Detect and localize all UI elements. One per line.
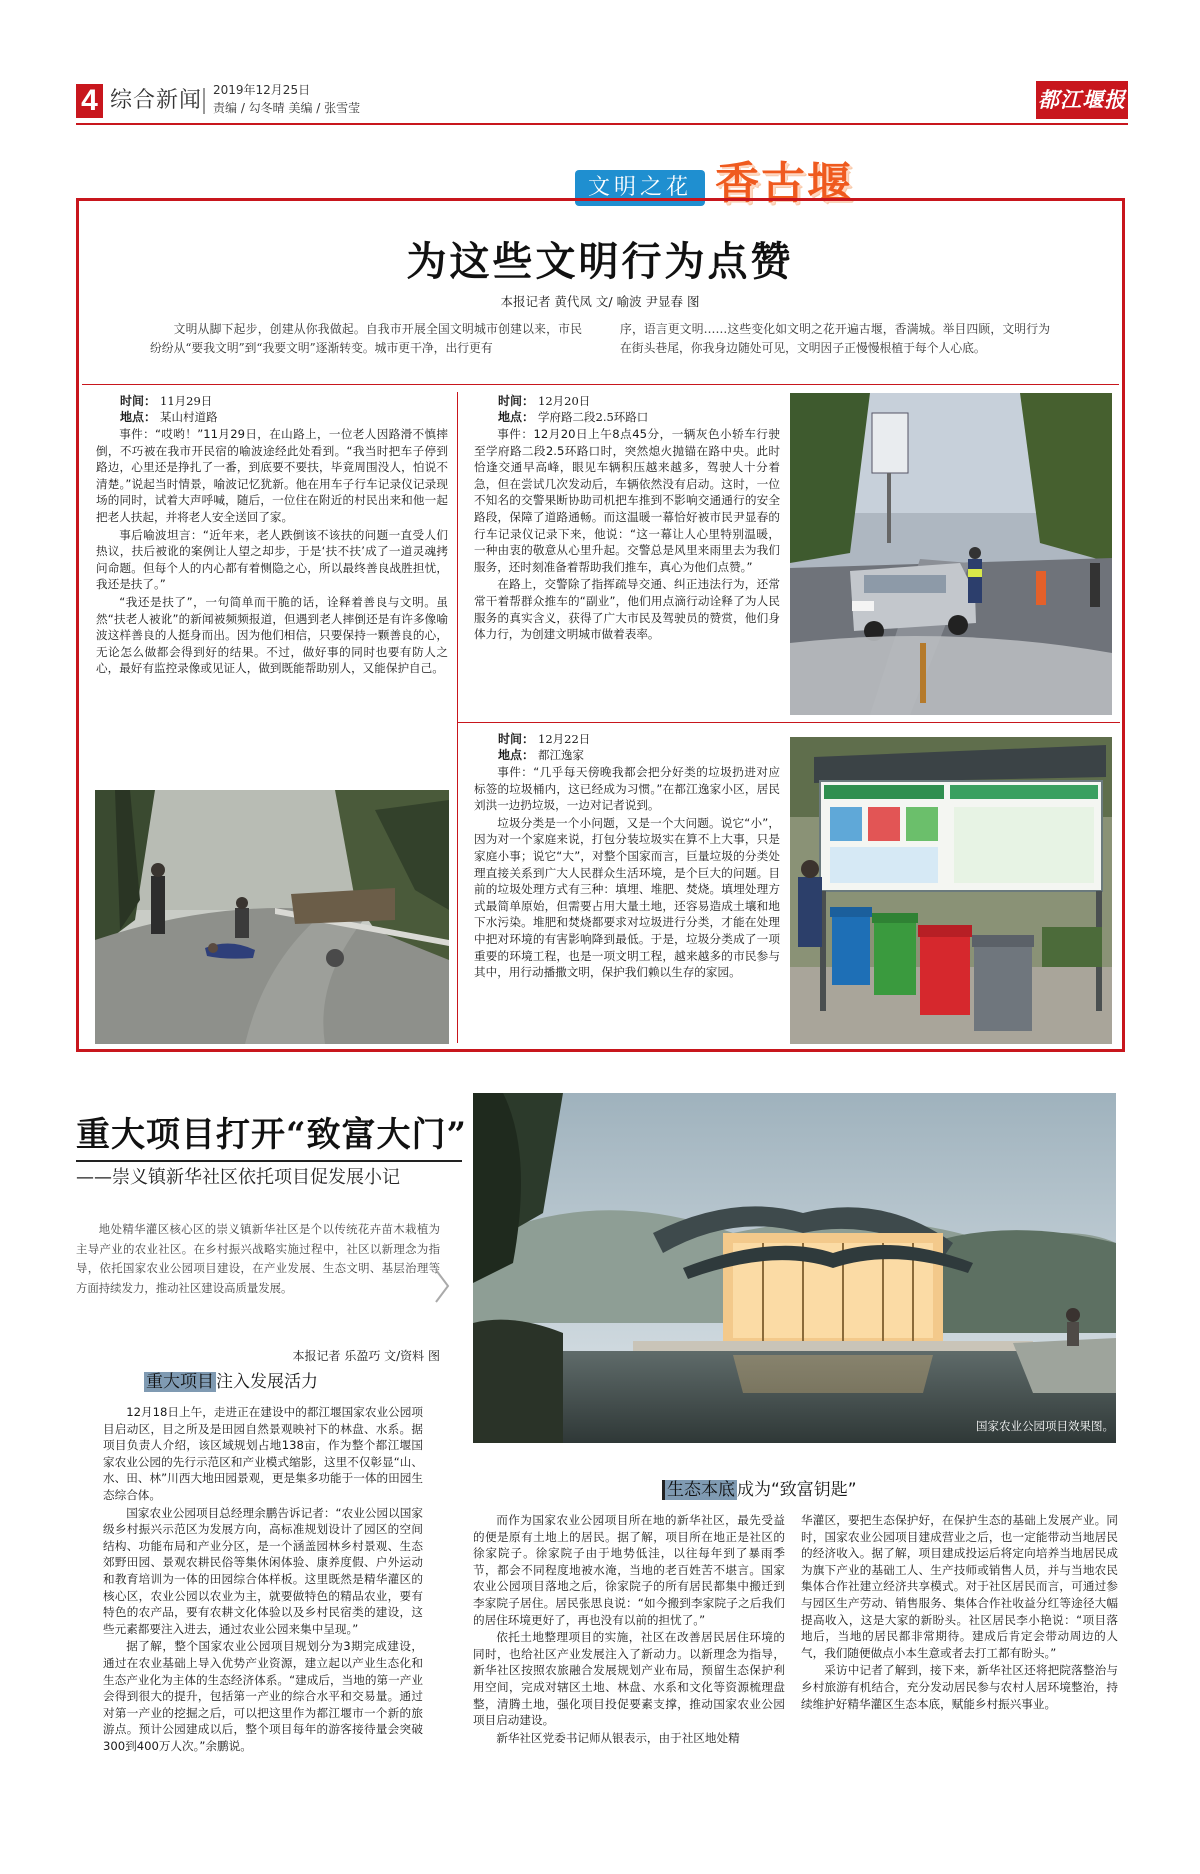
masthead-divider (203, 88, 205, 114)
story-1-paragraph: 事后喻波坦言：“近年来，老人跌倒该不该扶的问题一直受人们热议，扶后被讹的案例让人望之却步，于是‘扶不扶’成了一道灵魂拷问命题。但每个人的内心都有着恻隐之心，所以最终善良战胜担忧，我还是扶了。” (96, 527, 448, 592)
masthead-rule (76, 123, 1128, 125)
feature-divider (82, 384, 1119, 385)
column-paragraph: 华灌区，要把生态保护好，在保护生态的基础上发展产业。同时，国家农业公园项目建成营业之后，也一定能带动当地居民的经济收入。据了解，项目建成投运后将定向培养当地居民成为旗下产业的基础工人、生产技师或销售人员，并与当地农民集体合作社建立经济共享模式。对于社区居民而言，可通过参与园区生产劳动、销售服务、集体合作社收益分红等途径大幅提高收入，这是大家的新盼头。社区居民李小艳说：“项目落地后，当地的居民都非常期待。建成后肯定会带动周边的人气，我们随便做点小本生意或者去打工都有盼头。” (801, 1513, 1118, 1660)
story-3-place (498, 747, 780, 763)
photo-police-push-car (790, 393, 1112, 715)
story-2-time (498, 393, 780, 409)
story-1-paragraph: 事件：“哎哟！”11月29日，在山路上，一位老人因路滑不慎摔倒，不巧被在我市开民宿的喻波途经此处看到。“我当时把车子停到路边，心里还是挣扎了一番，到底要不要扶，毕竟周围没人，怕说不清楚。”说起当时情景，喻波记忆犹新。他在用车子行车记录仪记录现场的同时，试着大声呼喊，随后，一位住在附近的村民出来和他一起把老人扶起，并将老人安全送回了家。 (96, 427, 448, 524)
feature-row-divider (458, 722, 1120, 723)
column-paragraph: 而作为国家农业公园项目所在地的新华社区，最先受益的便是原有土地上的居民。据了解，项目所在地正是社区的徐家院子。徐家院子由于地势低洼，以往每年到了暴雨季节，都会不同程度地被水淹，当地的老百姓苦不堪言。国家农业公园项目落地之后，徐家院子的所有居民都集中搬迁到李家院子居住。居民张思良说：“如今搬到李家院子之后我们的居住环境更好了，再也没有以前的担忧了。” (473, 1513, 785, 1627)
column-paragraph: 据了解，整个国家农业公园项目规划分为3期完成建设，通过在农业基础上导入优势产业资源，建立起以产业生态化和生态产业化为主体的生态经济体系。“建成后，当地的第一产业会得到很大的提升，包括第一产业的综合水平和交易量。通过对第一产业的挖掘之后，可以把这里作为都江堰市一个新的旅游点。预计公园建成以后，整个项目每年的游客接待量会突破300到400万人次。”余鹏说。 (103, 1639, 423, 1753)
story-1-place (120, 409, 448, 425)
feature-intro (150, 320, 1050, 358)
chevron-right-icon (432, 1268, 452, 1304)
story-2-paragraph: 事件：12月20日上午8点45分，一辆灰色小轿车行驶至学府路二段2.5环路口时，突然熄火抛锚在路中央。此时恰逢交通早高峰，眼见车辆积压越来越多，驾驶人十分着急，但在尝试几次发动后，车辆依然没有启动。这时，一位不知名的交警果断协助司机把车推到不影响交通通行的安全路段，保障了道路通畅。而这温暖一幕恰好被市民尹显春的行车记录仪记录下来，他说：“这一幕让人心里特别温暖，一种由衷的敬意从心里升起。交警总是风里来雨里去为我们服务，还时刻准备着帮助我们推车，真心为他们点赞。” (474, 427, 780, 574)
photo-caption: 国家农业公园项目效果图。 (976, 1419, 1114, 1433)
paper-logo: 都江堰报 (1036, 81, 1128, 119)
page-number: 4 (76, 84, 103, 118)
story-2-paragraph: 在路上，交警除了指挥疏导交通、纠正违法行为，还常常干着帮群众推车的“副业”，他们用点滴行动诠释了为人民服务的真实含义，获得了广大市民及驾驶员的赞赏，他们身体力行，为创建文明城市做着表率。 (474, 577, 780, 642)
story-time: 11月29日 (160, 394, 213, 408)
column-paragraph: 国家农业公园项目总经理余鹏告诉记者：“农业公园以国家级乡村振兴示范区为发展方向，高标准规划设计了园区的空间结构、功能布局和产业分区，是一个涵盖园林乡村景观、生态郊野田园、景观农耕民俗等集休闲体验、康养度假、户外运动和教育培训为一体的田园综合体样板。这里既然是精华灌区的核心区，农业公园以农业为主，就要做特色的精品农业，要有特色的农产品，要有农耕文化体验以及乡村民宿类的建设，这些元素都要注入进去，通过农业公园来集中呈现。” (103, 1505, 423, 1636)
time-label: 时间： (120, 394, 157, 408)
masthead (76, 78, 1128, 126)
second-column-2 (473, 1512, 785, 1746)
editors-credit: 责编 / 勾冬晴 美编 / 张雪莹 (213, 101, 361, 115)
story-3 (474, 731, 780, 981)
story-3-paragraph: 垃圾分类是一个小问题，又是一个大问题。说它“小”，因为对一个家庭来说，打包分装垃圾实在算不上大事，只是家庭小事；说它“大”，对整个国家而言，巨量垃圾的分类处理直接关系到广大人民群众生活环境，是个巨大的问题。目前的垃圾处理方式有三种：填埋、堆肥、焚烧。填埋处理方式最简单原始，但需要占用大量土地，还容易造成土壤和地下水污染。堆肥和焚烧都要求对垃圾进行分类，才能在处理中把对环境的有害影响降到最低。于是，垃圾分类成了一项重要的环境工程，也是一项文明工程，越来越多的市民参与其中，用行动播撒文明，保护我们赖以生存的家园。 (474, 815, 780, 980)
place-label: 地点： (498, 748, 535, 762)
second-intro: 地处精华灌区核心区的崇义镇新华社区是个以传统花卉苗木栽植为主导产业的农业社区。在乡村振兴战略实施过程中，社区以新理念为指导，依托国家农业公园项目建设，在产业发展、生态文明、基层治理等方面持续发力，推动社区建设高质量发展。 (76, 1222, 440, 1295)
story-time: 12月20日 (538, 394, 591, 408)
story-1 (96, 393, 448, 677)
feature-headline: 为这些文明行为点赞 (406, 238, 794, 285)
subhead-1-rest: 注入发展活力 (216, 1372, 318, 1392)
story-place: 学府路二段2.5环路口 (538, 410, 649, 424)
story-2-place (498, 409, 780, 425)
story-3-paragraph: 事件：“几乎每天傍晚我都会把分好类的垃圾扔进对应标签的垃圾桶内，这已经成为习惯。”在都江逸家小区，居民刘洪一边扔垃圾，一边对记者说到。 (474, 765, 780, 813)
column-paragraph: 12月18日上午，走进正在建设中的都江堰国家农业公园项目启动区，目之所及是田园自然景观映衬下的林盘、水系。据项目负责人介绍，该区域规划占地138亩，作为整个都江堰国家农业公园的先行示范区和产业模式缩影，这里不仅彰显“山、水、田、林”川西大地田园景观，更是集多功能于一体的田园生态综合体。 (103, 1405, 423, 1502)
section-name: 综合新闻 (110, 88, 203, 113)
banner-right: 香古堰 (715, 158, 853, 209)
banner-left: 文明之花 (575, 170, 705, 206)
subhead-2-rest: 成为“致富钥匙” (737, 1480, 857, 1500)
story-3-time (498, 731, 780, 747)
photo-mountain-road (95, 790, 449, 1044)
column-paragraph: 依托土地整理项目的实施，社区在改善居民居住环境的同时，也给社区产业发展注入了新动力。以新理念为指导，新华社区按照农旅融合发展规划产业布局，预留生态保护利用空间，完成对辖区土地、林盘、水系和文化等资源梳理盘整，清腾土地，强化项目投促要素支撑，推动国家农业公园项目启动建设。 (473, 1630, 785, 1728)
subhead-2-highlight: 生态本底 (662, 1480, 737, 1500)
second-headline: 重大项目打开“致富大门” (76, 1115, 468, 1155)
subhead-1 (144, 1368, 318, 1396)
subhead-1-highlight: 重大项目 (146, 1372, 214, 1392)
feature-intro-a: 文明从脚下起步，创建从你我做起。自我市开展全国文明城市创建以来，市民纷纷从“要我文明”到“我要文明”逐渐转变。城市更干净，出行更有 (150, 322, 582, 355)
story-1-paragraph: “我还是扶了”，一句简单而干脆的话，诠释着善良与文明。虽然“扶老人被讹”的新闻被频频报道，但遇到老人摔倒还是有许多像喻波这样善良的人挺身而出。因为他们相信，只要保持一颗善良的心，无论怎么做都会得到好的结果。不过，做好事的同时也要有防人之心，最好有监控录像或见证人，做到既能帮助别人，又能保护自己。 (96, 594, 448, 676)
second-subheadline: ——崇义镇新华社区依托项目促发展小记 (76, 1167, 400, 1188)
story-1-time (120, 393, 448, 409)
second-column-1 (103, 1404, 423, 1754)
story-place: 都江逸家 (538, 748, 585, 762)
second-byline: 本报记者 乐盈巧 文/资料 图 (292, 1349, 440, 1363)
story-2 (474, 393, 780, 643)
photo-agricultural-park-render (473, 1093, 1116, 1443)
photo-garbage-sorting (790, 737, 1112, 1044)
second-column-3 (801, 1512, 1118, 1712)
column-paragraph: 新华社区党委书记师从银表示，由于社区地处精 (496, 1730, 740, 1745)
subhead-2 (662, 1476, 857, 1504)
place-label: 地点： (498, 410, 535, 424)
second-headline-rule (76, 1160, 462, 1162)
second-intro-box (76, 1220, 440, 1342)
time-label: 时间： (498, 732, 535, 746)
feature-byline: 本报记者 黄代凤 文/ 喻波 尹显春 图 (500, 294, 700, 309)
time-label: 时间： (498, 394, 535, 408)
story-place: 某山村道路 (160, 410, 218, 424)
place-label: 地点： (120, 410, 157, 424)
feature-intro-b: 序，语言更文明……这些变化如文明之花开遍古堰，香满城。举目四顾，文明行为在街头巷尾，你我身边随处可见，文明因子正慢慢根植于每个人心底。 (620, 322, 1050, 355)
story-time: 12月22日 (538, 732, 591, 746)
issue-date: 2019年12月25日 (213, 83, 311, 97)
feature-column-divider (457, 392, 458, 1043)
column-paragraph: 采访中记者了解到，接下来，新华社区还将把院落整治与乡村旅游有机结合，充分发动居民参与农村人居环境整治，持续维护好精华灌区生态本底，赋能乡村振兴事业。 (801, 1663, 1118, 1711)
